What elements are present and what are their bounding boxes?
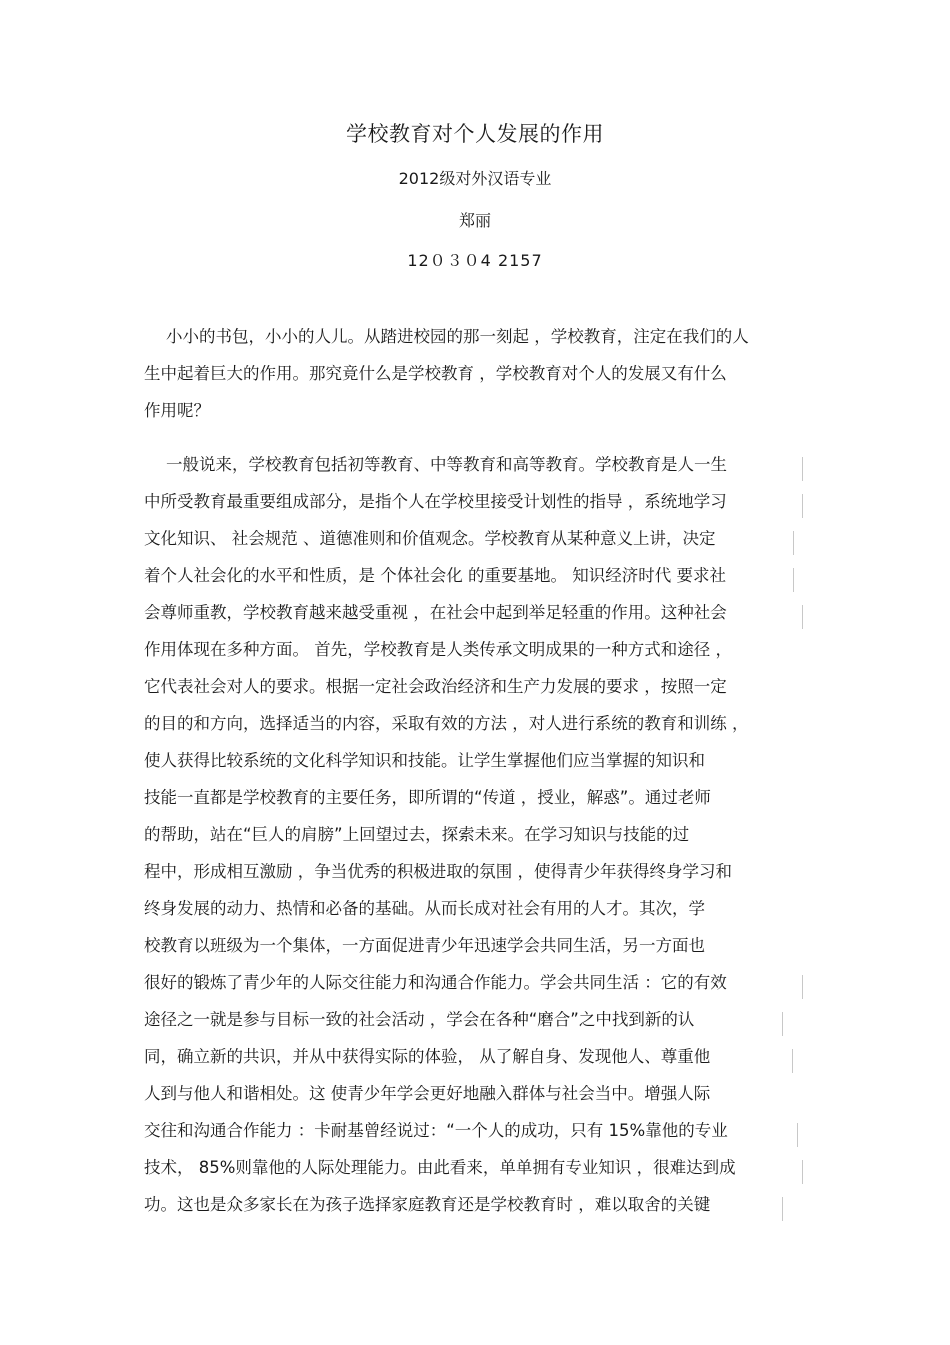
paragraph-line: 终身发展的动力、热情和必备的基础。从而长成对社会有用的人才。其次，学 bbox=[144, 899, 705, 918]
paragraph-line: 校教育以班级为一个集体，一方面促进青少年迅速学会共同生活，另一方面也 bbox=[144, 936, 705, 955]
frame-rule bbox=[782, 1012, 783, 1036]
paragraph-body bbox=[144, 446, 824, 1223]
frame-rule bbox=[802, 605, 803, 629]
paragraph-line: 小小的书包，小小的人儿。从踏进校园的那一刻起 ，学校教育，注定在我们的人 bbox=[166, 327, 749, 346]
paragraph-line: 一般说来，学校教育包括初等教育、中等教育和高等教育。学校教育是人一生 bbox=[166, 455, 727, 474]
paragraph-line: 人到与他人和谐相处。这 使青少年学会更好地融入群体与社会当中。增强人际 bbox=[144, 1084, 711, 1103]
paragraph-line: 技术， 85%则靠他的人际处理能力。由此看来，单单拥有专业知识 ，很难达到成 bbox=[144, 1158, 736, 1177]
frame-rule bbox=[797, 1123, 798, 1147]
paragraph-intro bbox=[144, 318, 824, 429]
paragraph-line: 功。这也是众多家长在为孩子选择家庭教育还是学校教育时 ，难以取舍的关键 bbox=[144, 1195, 711, 1214]
paragraph-line: 技能一直都是学校教育的主要任务，即所谓的“传道 ，授业，解惑”。通过老师 bbox=[144, 788, 711, 807]
document-major: 2012级对外汉语专业 bbox=[398, 169, 552, 188]
paragraph-line: 很好的锻炼了青少年的人际交往能力和沟通合作能力。学会共同生活 ：它的有效 bbox=[144, 973, 727, 992]
frame-rule bbox=[802, 457, 803, 481]
paragraph-line: 同，确立新的共识，并从中获得实际的体验， 从了解自身、发现他人、尊重他 bbox=[144, 1047, 711, 1066]
paragraph-line: 文化知识、 社会规范 、道德准则和价值观念。学校教育从某种意义上讲，决定 bbox=[144, 529, 716, 548]
document-title: 学校教育对个人发展的作用 bbox=[346, 122, 604, 146]
frame-rule bbox=[802, 494, 803, 518]
frame-rule bbox=[792, 1049, 793, 1073]
paragraph-line: 交往和沟通合作能力 ：卡耐基曾经说过：“一个人的成功，只有 15%靠他的专业 bbox=[144, 1121, 728, 1140]
paragraph-line: 作用体现在多种方面。 首先，学校教育是人类传承文明成果的一种方式和途径 ， bbox=[144, 640, 732, 659]
frame-rule bbox=[802, 1160, 803, 1184]
frame-rule bbox=[782, 1197, 783, 1221]
paragraph-line: 的帮助，站在“巨人的肩膀”上回望过去，探索未来。在学习知识与技能的过 bbox=[144, 825, 690, 844]
paragraph-line: 的目的和方向，选择适当的内容，采取有效的方法 ，对人进行系统的教育和训练 ， bbox=[144, 714, 749, 733]
document-author: 郑丽 bbox=[458, 211, 491, 230]
paragraph-line: 会尊师重教，学校教育越来越受重视 ，在社会中起到举足轻重的作用。这种社会 bbox=[144, 603, 727, 622]
frame-rule bbox=[793, 531, 794, 555]
paragraph-line: 使人获得比较系统的文化科学知识和技能。让学生掌握他们应当掌握的知识和 bbox=[144, 751, 705, 770]
paragraph-line: 生中起着巨大的作用。那究竟什么是学校教育 ，学校教育对个人的发展又有什么 bbox=[144, 364, 727, 383]
paragraph-line: 途径之一就是参与目标一致的社会活动 ，学会在各种“磨合”之中找到新的认 bbox=[144, 1010, 695, 1029]
frame-rule bbox=[802, 975, 803, 999]
frame-rule bbox=[793, 568, 794, 592]
paragraph-line: 中所受教育最重要组成部分，是指个人在学校里接受计划性的指导 ，系统地学习 bbox=[144, 492, 727, 511]
paragraph-line: 程中，形成相互激励 ，争当优秀的积极进取的氛围 ，使得青少年获得终身学习和 bbox=[144, 862, 732, 881]
paragraph-line: 着个人社会化的水平和性质，是 个体社会化 的重要基地。 知识经济时代 要求社 bbox=[144, 566, 726, 585]
paragraph-line: 它代表社会对人的要求。根据一定社会政治经济和生产力发展的要求 ，按照一定 bbox=[144, 677, 727, 696]
document-student-id: 12０３０4 2157 bbox=[407, 251, 543, 270]
paragraph-line: 作用呢？ bbox=[144, 401, 210, 420]
